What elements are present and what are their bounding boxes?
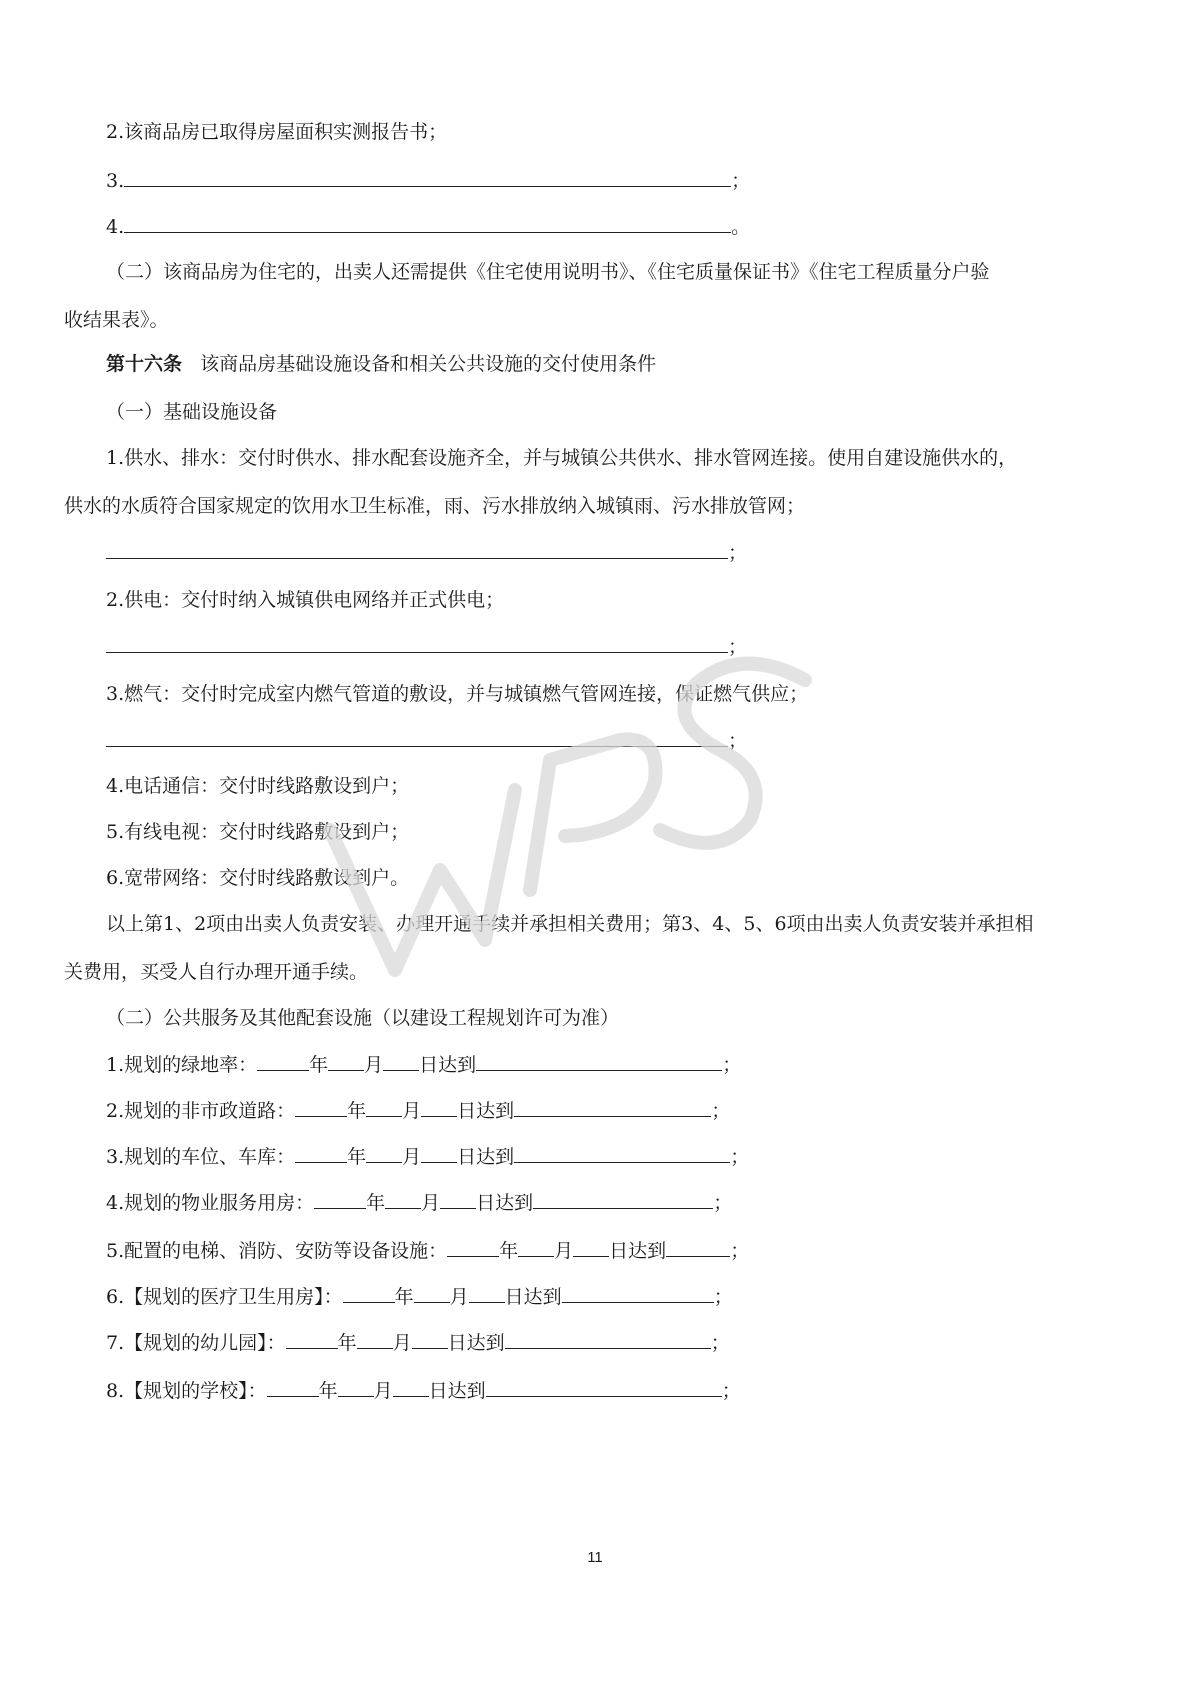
fees-line2: 关费用，买受人自行办理开通手续。 <box>64 961 369 983</box>
year-word: 年 <box>499 1240 519 1262</box>
month-blank[interactable] <box>518 1236 554 1257</box>
phone-text: 4.电话通信：交付时线路敷设到户； <box>106 775 410 797</box>
target-blank[interactable] <box>533 1188 713 1209</box>
facility-line <box>106 1282 733 1310</box>
day-blank[interactable] <box>573 1236 609 1257</box>
facility-label: 5.配置的电梯、消防、安防等设备设施： <box>106 1240 448 1262</box>
day-reach-word: 日达到 <box>419 1054 477 1076</box>
month-word: 月 <box>364 1054 384 1076</box>
target-blank[interactable] <box>514 1142 730 1163</box>
day-blank[interactable] <box>440 1188 476 1209</box>
article-16-label: 第十六条 <box>106 353 183 375</box>
year-word: 年 <box>347 1100 367 1122</box>
item-4-fill-blank[interactable] <box>124 212 731 233</box>
broadband-text: 6.宽带网络：交付时线路敷设到户。 <box>106 867 410 889</box>
year-word: 年 <box>318 1380 338 1402</box>
year-blank[interactable] <box>314 1188 366 1209</box>
section-1-title: （一）基础设施设备 <box>106 401 278 423</box>
year-word: 年 <box>337 1332 357 1354</box>
power-supply-fill-blank[interactable] <box>106 632 728 653</box>
year-word: 年 <box>309 1054 329 1076</box>
water-supply-blank-end: ； <box>728 542 748 564</box>
target-blank[interactable] <box>666 1236 730 1257</box>
target-blank[interactable] <box>562 1282 714 1303</box>
facility-line <box>106 1096 730 1124</box>
article-16-title: 该商品房基础设施设备和相关公共设施的交付使用条件 <box>200 353 657 375</box>
facility-label: 3.规划的车位、车库： <box>106 1146 296 1168</box>
item-4-end: 。 <box>731 216 751 238</box>
water-supply-line1: 1.供水、排水：交付时供水、排水配套设施齐全，并与城镇公共供水、排水管网连接。使用自建设施供水的， <box>106 447 1018 469</box>
month-blank[interactable] <box>338 1376 374 1397</box>
month-word: 月 <box>402 1146 422 1168</box>
facility-line <box>106 1188 732 1216</box>
month-word: 月 <box>392 1332 412 1354</box>
facility-label: 2.规划的非市政道路： <box>106 1100 296 1122</box>
day-reach-word: 日达到 <box>457 1146 515 1168</box>
facility-line <box>106 1376 741 1404</box>
facility-label: 8.【规划的学校】： <box>106 1380 267 1402</box>
water-supply-blank-line <box>106 538 747 566</box>
item-3-end: ； <box>731 170 751 192</box>
day-reach-word: 日达到 <box>504 1286 562 1308</box>
line-end: ； <box>730 1146 750 1168</box>
facility-line <box>106 1142 749 1170</box>
facility-line <box>106 1328 730 1356</box>
day-reach-word: 日达到 <box>609 1240 667 1262</box>
item-4-prefix: 4. <box>106 216 125 238</box>
article-16-heading <box>106 350 656 378</box>
month-blank[interactable] <box>357 1328 393 1349</box>
line-end: ； <box>713 1192 733 1214</box>
month-word: 月 <box>402 1100 422 1122</box>
year-blank[interactable] <box>447 1236 499 1257</box>
day-blank[interactable] <box>421 1142 457 1163</box>
line-end: ； <box>710 1332 730 1354</box>
cable-tv-text: 5.有线电视：交付时线路敷设到户； <box>106 821 410 843</box>
page-number: 11 <box>587 1549 603 1566</box>
day-reach-word: 日达到 <box>457 1100 515 1122</box>
fees-line1: 以上第1、2项由出卖人负责安装、办理开通手续并承担相关费用；第3、4、5、6项由出卖人负责安装并承担相 <box>106 913 1034 935</box>
day-blank[interactable] <box>469 1282 505 1303</box>
line-end: ； <box>730 1240 750 1262</box>
month-word: 月 <box>421 1192 441 1214</box>
year-word: 年 <box>394 1286 414 1308</box>
year-blank[interactable] <box>257 1050 309 1071</box>
facility-line <box>106 1050 741 1078</box>
line-end: ； <box>722 1054 742 1076</box>
power-supply-text: 2.供电：交付时纳入城镇供电网络并正式供电； <box>106 589 505 611</box>
day-reach-word: 日达到 <box>447 1332 505 1354</box>
year-blank[interactable] <box>295 1096 347 1117</box>
target-blank[interactable] <box>505 1328 711 1349</box>
gas-supply-blank-line <box>106 726 747 754</box>
year-word: 年 <box>347 1146 367 1168</box>
day-reach-word: 日达到 <box>428 1380 486 1402</box>
gas-supply-fill-blank[interactable] <box>106 726 728 747</box>
water-supply-fill-blank[interactable] <box>106 538 728 559</box>
day-blank[interactable] <box>412 1328 448 1349</box>
gas-supply-blank-end: ； <box>728 730 748 752</box>
month-blank[interactable] <box>385 1188 421 1209</box>
year-blank[interactable] <box>267 1376 319 1397</box>
facility-label: 1.规划的绿地率： <box>106 1054 258 1076</box>
water-supply-line2: 供水的水质符合国家规定的饮用水卫生标准，雨、污水排放纳入城镇雨、污水排放管网； <box>64 495 806 517</box>
line-end: ； <box>711 1100 731 1122</box>
day-blank[interactable] <box>393 1376 429 1397</box>
facility-line <box>106 1236 749 1264</box>
gas-supply-text: 3.燃气：交付时完成室内燃气管道的敷设，并与城镇燃气管网连接，保证燃气供应； <box>106 683 809 705</box>
para-residential-docs-line1: （二）该商品房为住宅的，出卖人还需提供《住宅使用说明书》、《住宅质量保证书》《住宅工程质量分户验 <box>106 261 990 283</box>
target-blank[interactable] <box>514 1096 711 1117</box>
line-end: ； <box>713 1286 733 1308</box>
target-blank[interactable] <box>486 1376 722 1397</box>
month-blank[interactable] <box>366 1142 402 1163</box>
month-word: 月 <box>554 1240 574 1262</box>
month-word: 月 <box>373 1380 393 1402</box>
year-word: 年 <box>366 1192 386 1214</box>
item-3-fill-blank[interactable] <box>124 166 731 187</box>
day-blank[interactable] <box>383 1050 419 1071</box>
item-3-blank-line <box>106 166 750 194</box>
month-blank[interactable] <box>328 1050 364 1071</box>
power-supply-blank-end: ； <box>728 636 748 658</box>
section-2-title: （二）公共服务及其他配套设施（以建设工程规划许可为准） <box>106 1007 620 1029</box>
item-3-prefix: 3. <box>106 170 125 192</box>
month-word: 月 <box>449 1286 469 1308</box>
target-blank[interactable] <box>476 1050 722 1071</box>
month-blank[interactable] <box>414 1282 450 1303</box>
facility-label: 4.规划的物业服务用房： <box>106 1192 315 1214</box>
line-end: ； <box>721 1380 741 1402</box>
day-reach-word: 日达到 <box>476 1192 534 1214</box>
year-blank[interactable] <box>343 1282 395 1303</box>
facility-label: 7.【规划的幼儿园】： <box>106 1332 286 1354</box>
facility-label: 6.【规划的医疗卫生用房】： <box>106 1286 343 1308</box>
item-4-blank-line <box>106 212 750 240</box>
item-2-measurement-report: 2.该商品房已取得房屋面积实测报告书； <box>106 121 448 143</box>
day-blank[interactable] <box>421 1096 457 1117</box>
year-blank[interactable] <box>295 1142 347 1163</box>
year-blank[interactable] <box>286 1328 338 1349</box>
month-blank[interactable] <box>366 1096 402 1117</box>
power-supply-blank-line <box>106 632 747 660</box>
para-residential-docs-line2: 收结果表》。 <box>64 309 169 331</box>
